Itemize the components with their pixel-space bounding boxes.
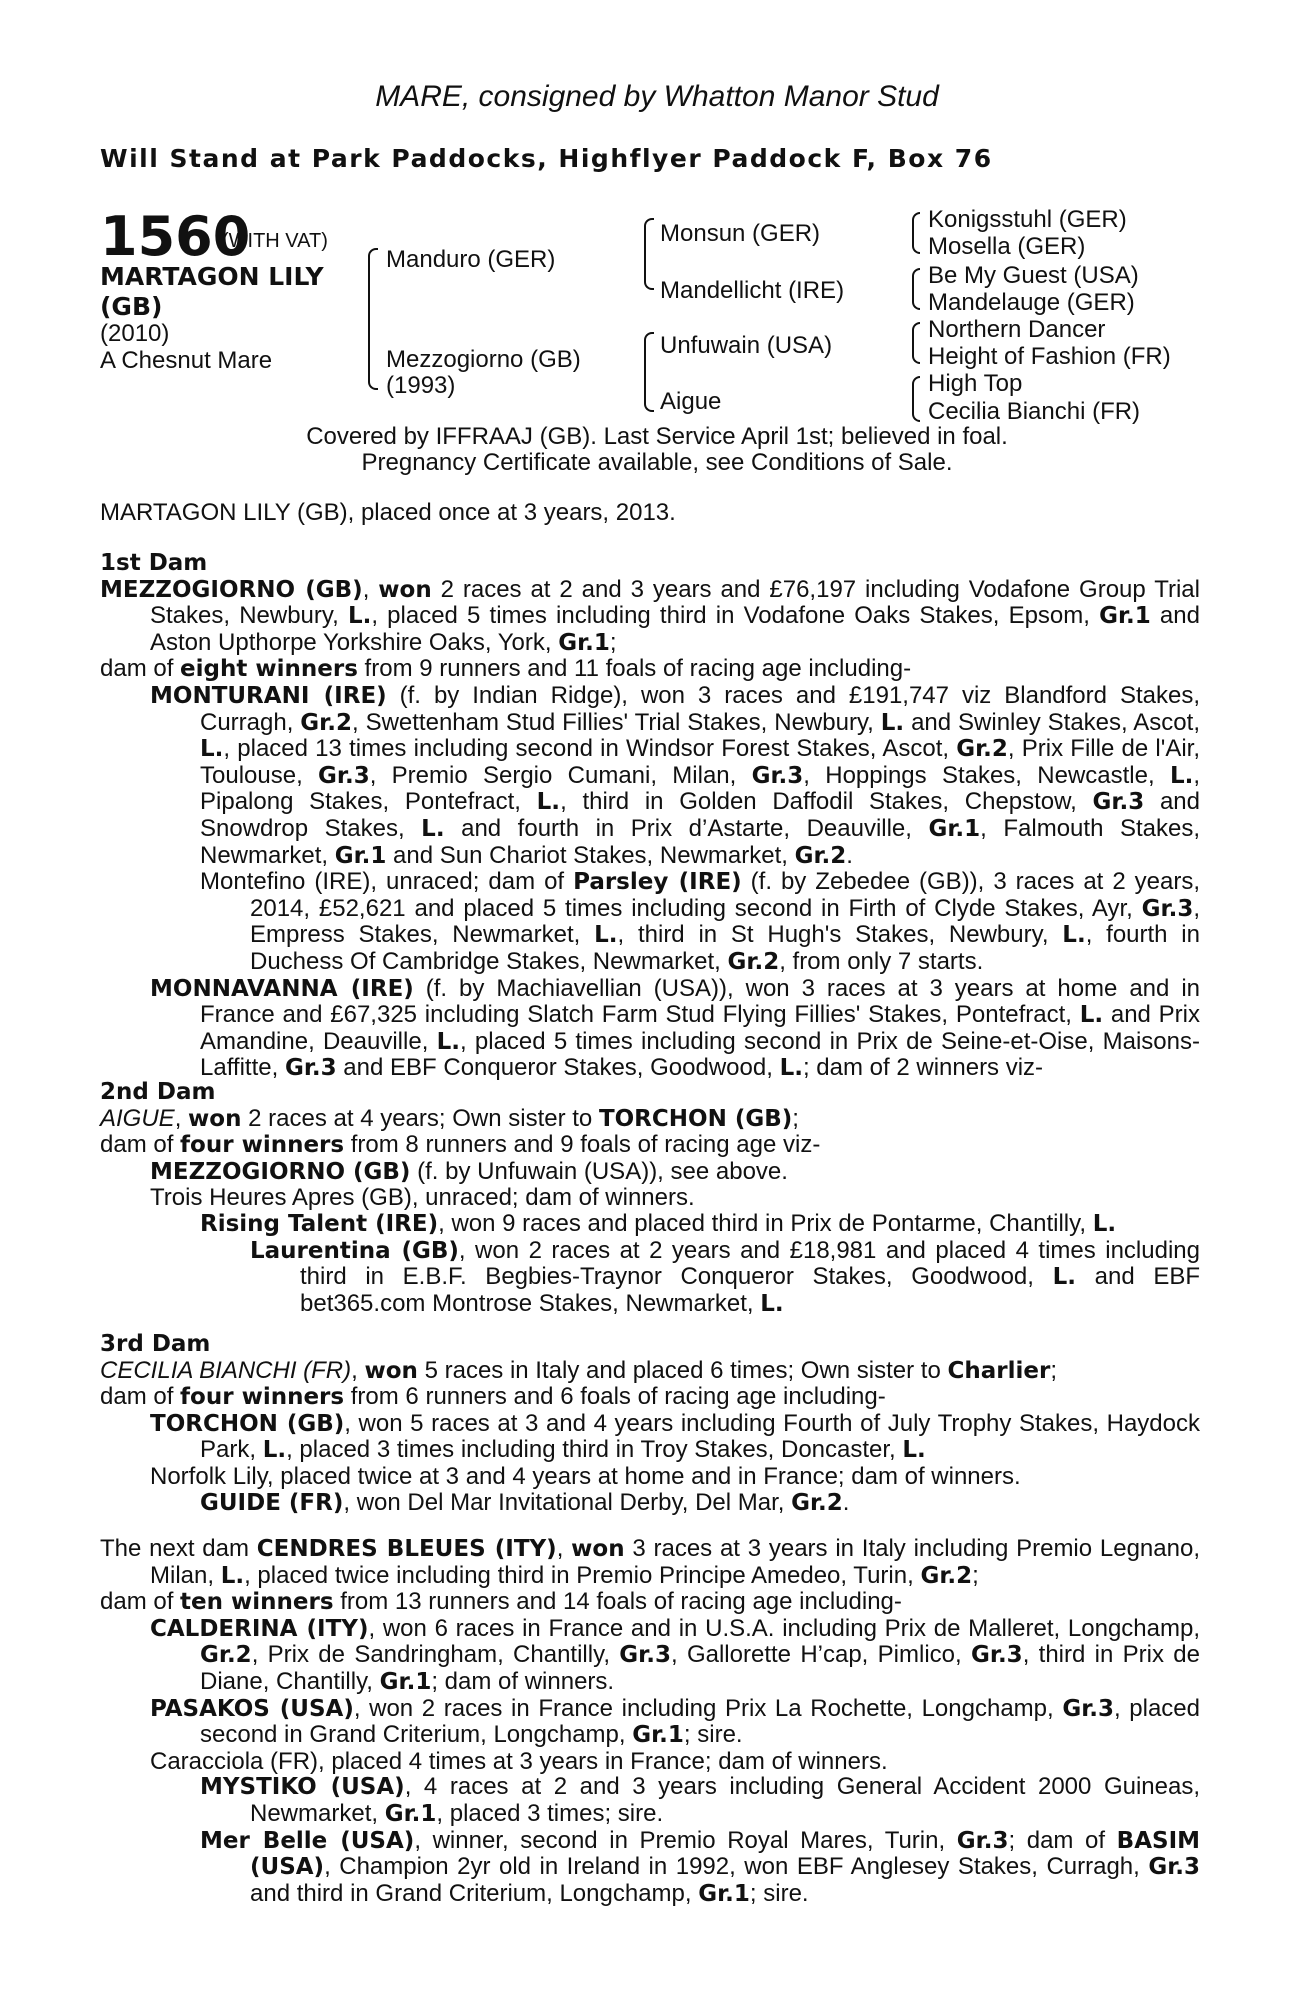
pedigree-grandsire-sire: Monsun (GER) [660, 220, 821, 247]
progeny-entry: PASAKOS (USA), won 2 races in France including Prix La Rochette, Longchamp, Gr.3, placed second in Grand Criterium, Longchamp, Gr.1; sire. [150, 1694, 1201, 1749]
brace [644, 374, 654, 412]
dam-record: AIGUE, won 2 races at 4 years; Own sister to TORCHON (GB); [100, 1104, 799, 1132]
progeny-entry: Montefino (IRE), unraced; dam of Parsley (IRE) (f. by Zebedee (GB)), 3 races at 2 years, 2014, £52,621 and placed 5 times including second in Firth of Clyde Stakes, Ayr, Gr.3, Empress Stakes, Newmarket, L., third in St Hugh's Stakes, Newbury, L., fourth in Duchess Of Cambridge Stakes, Newmarket, Gr.2, from only 7 starts. [200, 868, 1201, 975]
dam-record: CECILIA BIANCHI (FR), won 5 races in Italy and placed 6 times; Own sister to Charlier; [100, 1356, 1057, 1384]
pedigree-g3: Be My Guest (USA) [928, 262, 1139, 289]
progeny-entry: Norfolk Lily, placed twice at 3 and 4 years at home and in France; dam of winners. [150, 1462, 1021, 1490]
progeny-entry: MYSTIKO (USA), 4 races at 2 and 3 years including General Accident 2000 Guineas, Newmarket, Gr.1, placed 3 times; sire. [200, 1773, 1201, 1827]
dam-of-line: dam of four winners from 8 runners and 9 foals of racing age viz- [100, 1131, 821, 1159]
pedigree-g3: Northern Dancer [928, 316, 1106, 343]
progeny-entry: TORCHON (GB), won 5 races at 3 and 4 years including Fourth of July Trophy Stakes, Haydock Park, L., placed 3 times including third in Troy Stakes, Doncaster, L. [150, 1409, 1200, 1464]
brace [644, 218, 654, 260]
progeny-entry: Caracciola (FR), placed 4 times at 3 years in France; dam of winners. [150, 1747, 888, 1775]
stand-location: Will Stand at Park Paddocks, Highflyer Paddock F, Box 76 [100, 144, 993, 173]
progeny-entry: GUIDE (FR), won Del Mar Invitational Derby, Del Mar, Gr.2. [200, 1488, 850, 1516]
dam-of-line: dam of ten winners from 13 runners and 14 foals of racing age including- [100, 1588, 902, 1616]
horse-name: MARTAGON LILY (GB) [100, 262, 324, 321]
pedigree-g3: Konigsstuhl (GER) [928, 206, 1127, 233]
pedigree-grandsire-dam: Unfuwain (USA) [660, 332, 833, 359]
brace [644, 332, 654, 376]
pedigree-granddam-dam: Aigue [660, 388, 722, 415]
pedigree-granddam-sire: Mandellicht (IRE) [660, 277, 845, 304]
third-dam-section [100, 1332, 1200, 1516]
brace [912, 212, 920, 254]
summary-line: MARTAGON LILY (GB), placed once at 3 years, 2013. [100, 499, 676, 526]
pregnancy-note: Pregnancy Certificate available, see Conditions of Sale. [361, 449, 953, 476]
progeny-entry: MEZZOGIORNO (GB) (f. by Unfuwain (USA)), see above. [150, 1157, 788, 1185]
next-dam-section [100, 1536, 1200, 1907]
section-heading: 2nd Dam [100, 1079, 216, 1105]
progeny-entry: Rising Talent (IRE), won 9 races and placed third in Prix de Pontarme, Chantilly, L. [200, 1209, 1117, 1237]
race-record-summary [100, 500, 1200, 526]
pedigree-sire: Manduro (GER) [386, 246, 556, 273]
progeny-entry: CALDERINA (ITY), won 6 races in France and in U.S.A. including Prix de Malleret, Longchamp, Gr.2, Prix de Sandringham, Chantilly, Gr.3, Gallorette H’cap, Pimlico, Gr.3, third in Prix de Diane, Chantilly, Gr.1; dam of winners. [150, 1614, 1200, 1695]
dam-record: The next dam CENDRES BLEUES (ITY), won 3 races at 3 years in Italy including Premio Legnano, Milan, L., placed twice including third in Premio Principe Amedeo, Turin, Gr.2; [100, 1535, 1200, 1589]
progeny-entry: MONTURANI (IRE) (f. by Indian Ridge), won 3 races and £191,747 viz Blandford Stakes, Curragh, Gr.2, Swettenham Stud Fillies' Trial Stakes, Newbury, L. and Swinley Stakes, Ascot, L., placed 13 times including second in Windsor Forest Stakes, Ascot, Gr.2, Prix Fille de l'Air, Toulouse, Gr.3, Premio Sergio Cumani, Milan, Gr.3, Hoppings Stakes, Newcastle, L., Pipalong Stakes, Pontefract, L., third in Golden Daffodil Stakes, Chepstow, Gr.3 and Snowdrop Stakes, L. and fourth in Prix d’Astarte, Deauville, Gr.1, Falmouth Stakes, Newmarket, Gr.1 and Sun Chariot Stakes, Newmarket, Gr.2. [150, 681, 1201, 869]
covering-note: Covered by IFFRAAJ (GB). Last Service April 1st; believed in foal. [306, 423, 1008, 450]
page-title: MARE, consigned by Whatton Manor Stud [375, 80, 939, 113]
foaling-year: (2010) [100, 320, 170, 347]
progeny-entry: Trois Heures Apres (GB), unraced; dam of winners. [150, 1184, 695, 1212]
progeny-entry: Mer Belle (USA), winner, second in Premio Royal Mares, Turin, Gr.3; dam of BASIM (USA), Champion 2yr old in Ireland in 1992, won EBF Anglesey Stakes, Curragh, Gr.3 and third in Grand Criterium, Longchamp, Gr.1; sire. [200, 1826, 1201, 1907]
lot-number: 1560 [100, 205, 251, 268]
section-heading: 3rd Dam [100, 1331, 211, 1357]
pedigree-g3: Height of Fashion (FR) [928, 343, 1171, 370]
brace [912, 322, 920, 364]
section-heading: 1st Dam [100, 550, 208, 576]
brace [368, 248, 378, 354]
dam-record: MEZZOGIORNO (GB), won 2 races at 2 and 3 years and £76,197 including Vodafone Group Trial Stakes, Newbury, L., placed 5 times including third in Vodafone Oaks Stakes, Epsom, Gr.1 and Aston Upthorpe Yorkshire Oaks, York, Gr.1; [100, 575, 1200, 656]
pedigree-g3: Mandelauge (GER) [928, 289, 1135, 316]
brace [912, 268, 920, 310]
pedigree-g3: Mosella (GER) [928, 233, 1086, 260]
first-dam-section [100, 551, 1200, 1082]
dam-of-line: dam of four winners from 6 runners and 6 foals of racing age including- [100, 1383, 886, 1411]
pedigree-dam: Mezzogiorno (GB) [386, 346, 581, 373]
progeny-entry: Laurentina (GB), won 2 races at 2 years and £18,981 and placed 4 times including third in E.B.F. Begbies-Traynor Conqueror Stakes, Goodwood, L. and EBF bet365.com Montrose Stakes, Newmarket, L. [250, 1236, 1200, 1317]
pedigree-g3: Cecilia Bianchi (FR) [928, 398, 1141, 425]
pedigree-g3: High Top [928, 370, 1023, 397]
dam-of-line: dam of eight winners from 9 runners and 11 foals of racing age including- [100, 655, 912, 683]
horse-description: A Chesnut Mare [100, 347, 273, 374]
brace [644, 258, 654, 290]
brace [912, 376, 920, 422]
progeny-entry: MONNAVANNA (IRE) (f. by Machiavellian (USA)), won 3 races at 3 years at home and in France and £67,325 including Slatch Farm Stud Flying Fillies' Stakes, Pontefract, L. and Prix Amandine, Deauville, L., placed 5 times including second in Prix de Seine-et-Oise, Maisons-Laffitte, Gr.3 and EBF Conqueror Stakes, Goodwood, L.; dam of 2 winners viz- [150, 974, 1201, 1082]
brace [368, 352, 378, 390]
pedigree-dam-year: (1993) [386, 372, 456, 399]
second-dam-section [100, 1080, 1200, 1317]
vat-note: (WITH VAT) [222, 230, 328, 252]
